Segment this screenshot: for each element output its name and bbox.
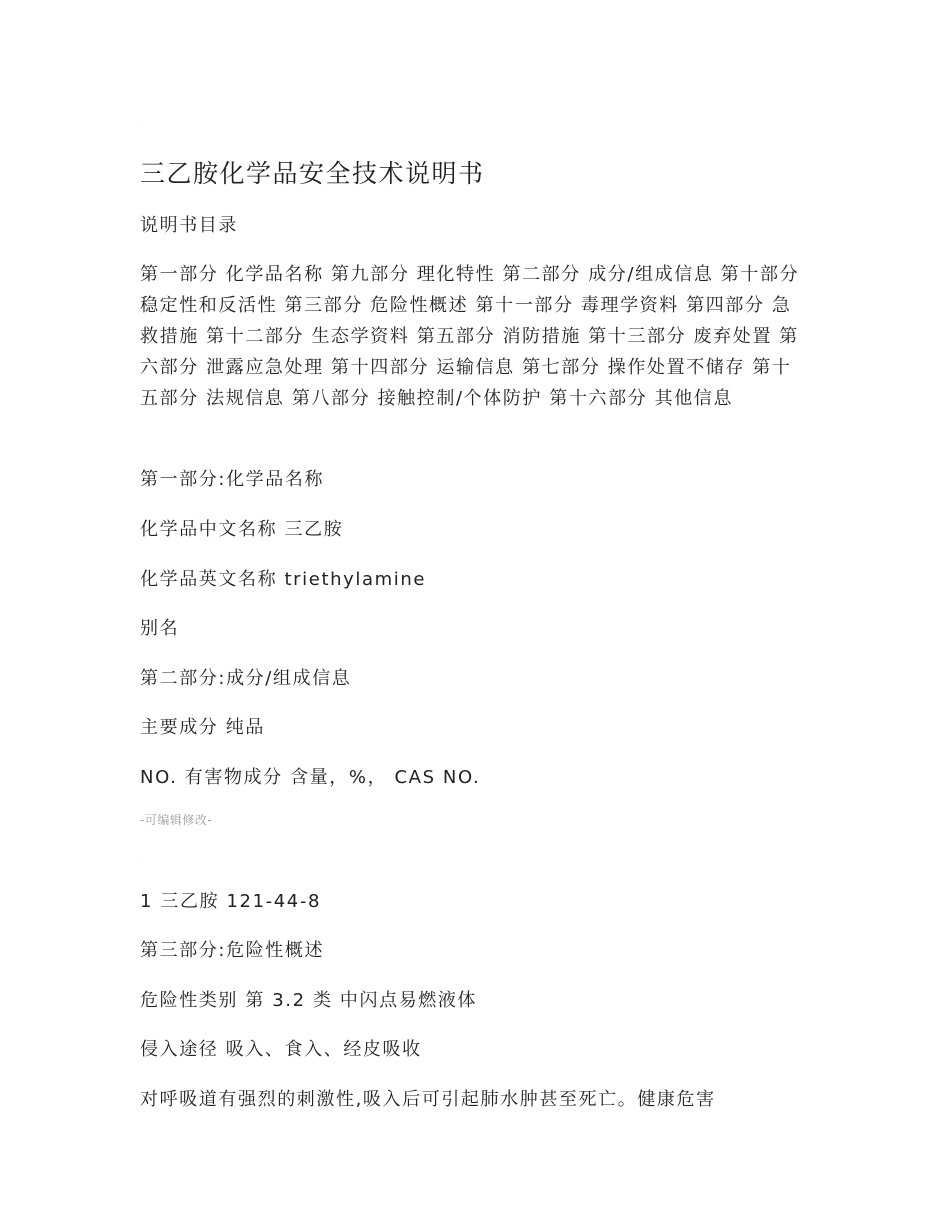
document-title: 三乙胺化学品安全技术说明书: [140, 159, 485, 188]
component-table-header: NO. 有害物成分 含量，%， CAS NO.: [140, 767, 481, 788]
section1-heading: 第一部分:化学品名称: [140, 469, 325, 490]
health-hazard-line: 对呼吸道有强烈的刺激性,吸入后可引起肺水肿甚至死亡。健康危害: [140, 1089, 716, 1110]
english-name-line: 化学品英文名称 triethylamine: [140, 569, 427, 590]
page-marker-mid: ·: [140, 856, 142, 863]
entry-route-line: 侵入途径 吸入、食入、经皮吸收: [140, 1039, 422, 1060]
section2-heading: 第二部分:成分/组成信息: [140, 668, 352, 689]
chinese-name-line: 化学品中文名称 三乙胺: [140, 519, 344, 540]
toc-paragraph: 第一部分 化学品名称 第九部分 理化特性 第二部分 成分/组成信息 第十部分 稳定性和反活性 第三部分 危险性概述 第十一部分 毒理学资料 第四部分 急救措施 第十二部分 生态学资料 第五部分 消防措施 第十三部分 废弃处置 第六部分 泄露应急处理 第十四部分 运输信息 第七部分 操作处置不储存 第十五部分 法规信息 第八部分 接触控制/个体防护 第十六部分 其他信息: [140, 264, 800, 409]
main-component-line: 主要成分 纯品: [140, 717, 265, 738]
hazard-class-line: 危险性类别 第 3.2 类 中闪点易燃液体: [140, 990, 478, 1011]
alias-line: 别名: [140, 618, 180, 639]
section3-heading: 第三部分:危险性概述: [140, 940, 325, 961]
component-table-row: 1 三乙胺 121-44-8: [140, 891, 321, 912]
toc-heading: 说明书目录: [140, 215, 238, 236]
page-marker-top: ·: [140, 122, 142, 129]
page-footer-note: -可编辑修改-: [140, 813, 213, 827]
